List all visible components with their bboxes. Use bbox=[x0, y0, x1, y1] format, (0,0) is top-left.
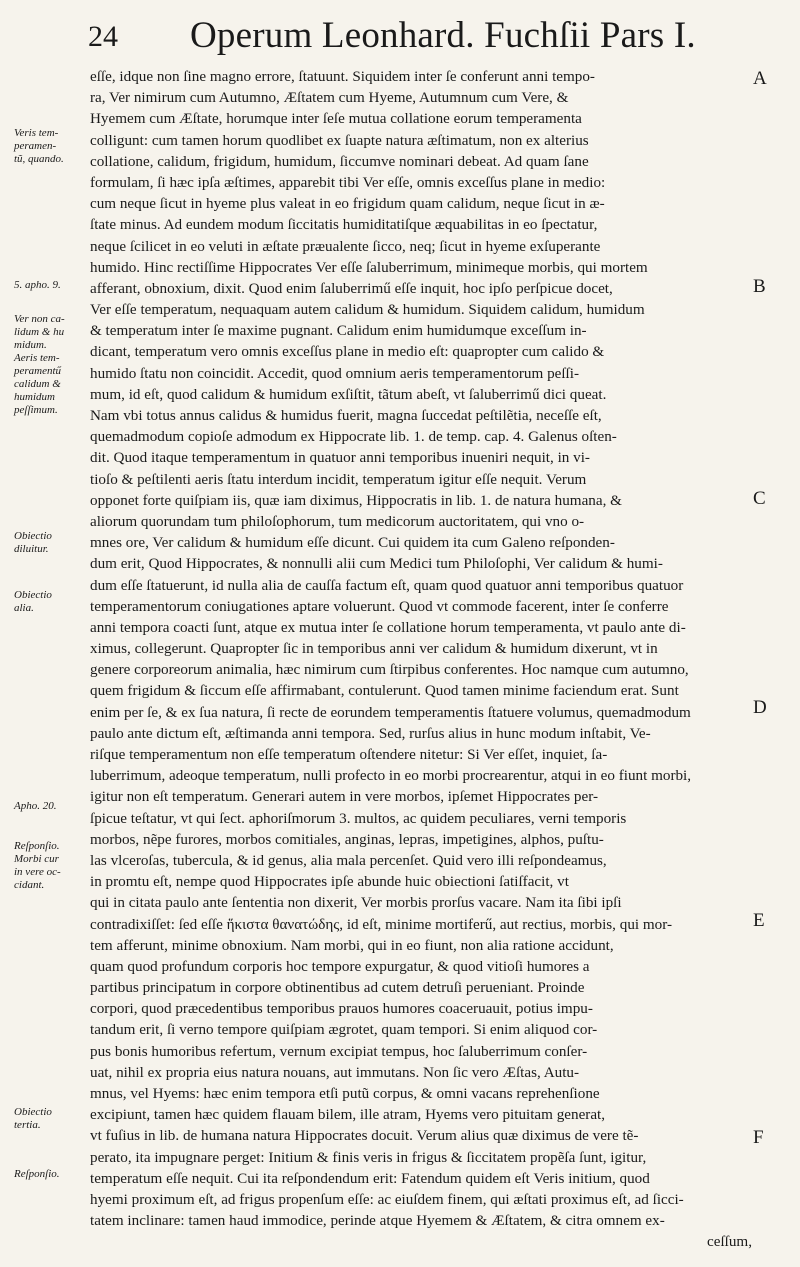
text-line: contradixiſſet: ſed eſſe ἥκιστα θανατώδης, id eſt, minime mortiferű, aut rectius, morbis, qui mor- bbox=[90, 915, 673, 933]
margin-note: Obiectio tertia. bbox=[14, 1106, 52, 1131]
margin-note: Apho. 20. bbox=[14, 800, 57, 812]
margin-note: Veris tem- peramen- tũ, quando. bbox=[14, 127, 64, 165]
text-line: las vlceroſas, tubercula, & id genus, alia mala percenſet. Quid vero illi reſpondeamus, bbox=[90, 851, 607, 869]
text-line: partibus principatum in corpore obtinentibus ad cutem detruſi perueniant. Proinde bbox=[90, 979, 585, 997]
text-line: Nam vbi totus annus calidus & humidus fuerit, magna ſuccedat peſtilẽtia, neceſſe eſt, bbox=[90, 407, 602, 424]
body-text bbox=[90, 66, 752, 1253]
text-line: riſque temperamentum non eſſe temperatum oſtendere nitetur: Si Ver eſſet, inquiet, ſa- bbox=[90, 746, 608, 763]
text-line: in promtu eſt, nempe quod Hippocrates ipſe abunde huic obiectioni ſatiſfacit, vt bbox=[90, 873, 569, 891]
section-letter: F bbox=[753, 1127, 764, 1148]
margin-note: Reſponſio. bbox=[14, 1168, 60, 1180]
text-line: hyemi proximum eſt, ad frigus propenſum eſſe: ac eiuſdem finem, qui æſtati proximus eſt, ad ſicci- bbox=[90, 1190, 684, 1208]
text-line: corpori, quod præcedentibus temporibus prauos humores coaceruauit, potius impu- bbox=[90, 1000, 593, 1018]
text-line: collatione, calidum, frigidum, humidum, ſiccumve nominari debeat. Ad quam ſane bbox=[90, 152, 589, 170]
text-line: qui in citata paulo ante ſententia non dixerit, Ver morbis prorſus vacare. Nam ita ſibi ipſi bbox=[90, 894, 622, 912]
section-letter: C bbox=[753, 488, 766, 509]
margin-note: 5. apho. 9. bbox=[14, 279, 61, 291]
running-head: Operum Leonhard. Fuchſii Pars I. bbox=[190, 15, 696, 56]
text-line: anni tempora coacti ſunt, atque ex mutua inter ſe collatione horum temperamenta, vt paulo ante di- bbox=[90, 618, 686, 636]
text-line: vt fuſius in lib. de humana natura Hippocrates docuit. Verum alius quæ diximus de vere tẽ- bbox=[90, 1127, 639, 1145]
text-line: temperatum eſſe nequit. Cui ita reſpondendum erit: Fatendum quidem eſt Veris initium, quod bbox=[90, 1169, 650, 1187]
text-line: igitur non eſt temperatum. Generari autem in vere morbos, ipſemet Hippocrates per- bbox=[90, 788, 598, 806]
text-line: cum neque ſicut in hyeme plus valeat in eo frigidum quam calidum, neque ſicut in æ- bbox=[90, 195, 605, 213]
text-line: opponet forte quiſpiam iis, quæ iam diximus, Hippocratis in lib. 1. de natura humana, & bbox=[90, 491, 622, 509]
text-line: Ver eſſe temperatum, nequaquam autem calidum & humidum. Siquidem calidum, humidum bbox=[90, 301, 645, 319]
text-line: quam quod profundum corporis hoc tempore expurgatur, & quod vitioſi humores a bbox=[90, 957, 590, 975]
text-line: formulam, ſi hæc ipſa æſtimes, apparebit tibi Ver eſſe, omnis exceſſus plane in medio: bbox=[90, 173, 606, 191]
text-line: ra, Ver nimirum cum Autumno, Æſtatem cum Hyeme, Autumnum cum Vere, & bbox=[90, 89, 569, 107]
section-letter: E bbox=[753, 910, 765, 931]
margin-note: Obiectio alia. bbox=[14, 589, 52, 614]
text-line: dum eſſe ſtatuerunt, id nulla alia de cauſſa factum eſt, quam quod quatuor anni temporibus quatuor bbox=[90, 576, 684, 594]
text-line: dicant, temperatum vero omnis exceſſus plane in medio eſt: quapropter cum calido & bbox=[90, 343, 605, 361]
text-line: humido. Hinc rectiſſime Hippocrates Ver eſſe ſaluberrimum, minimeque morbis, qui mortem bbox=[90, 258, 648, 276]
section-letter: B bbox=[753, 276, 766, 297]
text-line: Hyemem cum Æſtate, horumque inter ſeſe mutua collatione eorum temperamenta bbox=[90, 110, 582, 128]
text-line: mnus, vel Hyems: hæc enim tempora etſi putũ corpus, & omni vacans reprehenſione bbox=[90, 1085, 600, 1102]
text-line: tioſo & peſtilenti aeris ſtatu interdum incidit, temperatum igitur eſſe nequit. Verum bbox=[90, 470, 587, 488]
text-line: genere corporeorum animalia, hæc nimirum cum ſtirpibus conferentes. Hoc namque cum autumno, bbox=[90, 661, 689, 679]
text-line: dum erit, Quod Hippocrates, & nonnulli alii cum Medici tum Philoſophi, Ver calidum & humi- bbox=[90, 555, 663, 573]
text-line: & temperatum inter ſe maxime pugnant. Calidum enim humidumque exceſſum in- bbox=[90, 322, 587, 340]
text-line: ximus, collegerunt. Quapropter ſic in temporibus anni ver calidum & humidum dixerunt, vt in bbox=[90, 640, 658, 658]
text-line: paulo ante dictum eſt, æſtimanda anni tempora. Sed, rurſus alius in hunc modum inſtabit, Ve- bbox=[90, 724, 651, 742]
page-number: 24 bbox=[88, 20, 118, 53]
text-line: mnes ore, Ver calidum & humidum eſſe dicunt. Cui quidem ita cum Galeno reſponden- bbox=[90, 534, 615, 552]
margin-note: Ver non ca- lidum & hu midum. Aeris tem- peramentű calidum & humidum peſſimum. bbox=[14, 313, 65, 416]
text-line: tandum erit, ſi verno tempore quiſpiam ægrotet, quam tempori. Si enim aliquod cor- bbox=[90, 1021, 598, 1039]
text-line: neque ſcilicet in eo veluti in æſtate præualente ſicco, neq; ſicut in hyeme exſuperante bbox=[90, 237, 601, 255]
text-line: ceſſum, bbox=[707, 1233, 752, 1251]
text-line: afferant, obnoxium, dixit. Quod enim ſaluberrimű eſſe inquit, hoc ipſo perſpicue docet, bbox=[90, 279, 613, 297]
text-line: enim per ſe, & ex ſua natura, ſi recte de eorundem temperamentis ſtatuere volumus, quemadmodum bbox=[90, 703, 691, 721]
text-line: mum, id eſt, quod calidum & humidum exſiſtit, tãtum abeſt, vt ſaluberrimű dici queat. bbox=[90, 385, 607, 403]
text-line: excipiunt, tamen hæc quidem flauam bilem, ille atram, Hyems vero pituitam generat, bbox=[90, 1106, 606, 1124]
text-line: tatem inclinare: tamen haud immodice, perinde atque Hyemem & Æſtatem, & citra omnem ex- bbox=[90, 1212, 665, 1230]
text-line: dit. Quod itaque temperamentum in quatuor anni temporibus inueniri nequit, in vi- bbox=[90, 449, 590, 467]
text-line: ſtate minus. Ad eundem modum ſiccitatis humiditatiſque æquabilitas in eo ſpectatur, bbox=[90, 216, 598, 234]
text-line: quem frigidum & ſiccum eſſe affirmabant, contulerunt. Quod tamen minime faciendum erat. Sunt bbox=[90, 682, 679, 700]
text-line: temperamentorum coniugationes aptare voluerunt. Quod vt commode facerent, inter ſe conferre bbox=[90, 597, 669, 615]
text-line: eſſe, idque non ſine magno errore, ſtatuunt. Siquidem inter ſe conferunt anni tempo- bbox=[90, 68, 595, 85]
margin-note: Obiectio diluitur. bbox=[14, 530, 52, 555]
text-line: perato, ita impugnare perget: Initium & finis veris in frigus & ſiccitatem propẽſa ſunt, igitur, bbox=[90, 1148, 647, 1166]
section-letter: D bbox=[753, 697, 767, 718]
text-line: quemadmodum copioſe admodum ex Hippocrate lib. 1. de temp. cap. 4. Galenus oſten- bbox=[90, 428, 617, 446]
text-line: luberrimum, adeoque temperatum, nulli profecto in eo morbi procrearentur, atqui in eo fiunt morbi, bbox=[90, 767, 692, 785]
section-letter: A bbox=[753, 68, 767, 89]
text-line: aliorum quorundam tum philoſophorum, tum medicorum auctoritatem, qui vno o- bbox=[90, 512, 585, 530]
text-line: colligunt: cum tamen horum quodlibet ex ſuapte natura æſtimatum, non ex alterius bbox=[90, 131, 589, 149]
text-line: uat, nihil ex propria eius natura nouans, aut immutans. Non ſic vero Æſtas, Autu- bbox=[90, 1063, 580, 1081]
text-line: morbos, nẽpe furores, morbos comitiales, anginas, lepras, impetigines, alphos, puſtu- bbox=[90, 830, 604, 848]
text-line: ſpicue teſtatur, vt qui ſect. aphoriſmorum 3. multos, ac quidem peculiares, verni temporis bbox=[90, 809, 627, 827]
text-line: pus bonis humoribus refertum, vernum excipiat tempus, hoc ſaluberrimum conſer- bbox=[90, 1042, 588, 1060]
margin-note: Reſponſio. Morbi cur in vere oc- cidant. bbox=[14, 840, 61, 891]
text-line: tem afferunt, minime obnoxium. Nam morbi, qui in eo fiunt, non alia ratione accidunt, bbox=[90, 936, 614, 954]
text-line: humido ſtatu non coincidit. Accedit, quod omnium aeris temperamentorum peſſi- bbox=[90, 364, 580, 382]
